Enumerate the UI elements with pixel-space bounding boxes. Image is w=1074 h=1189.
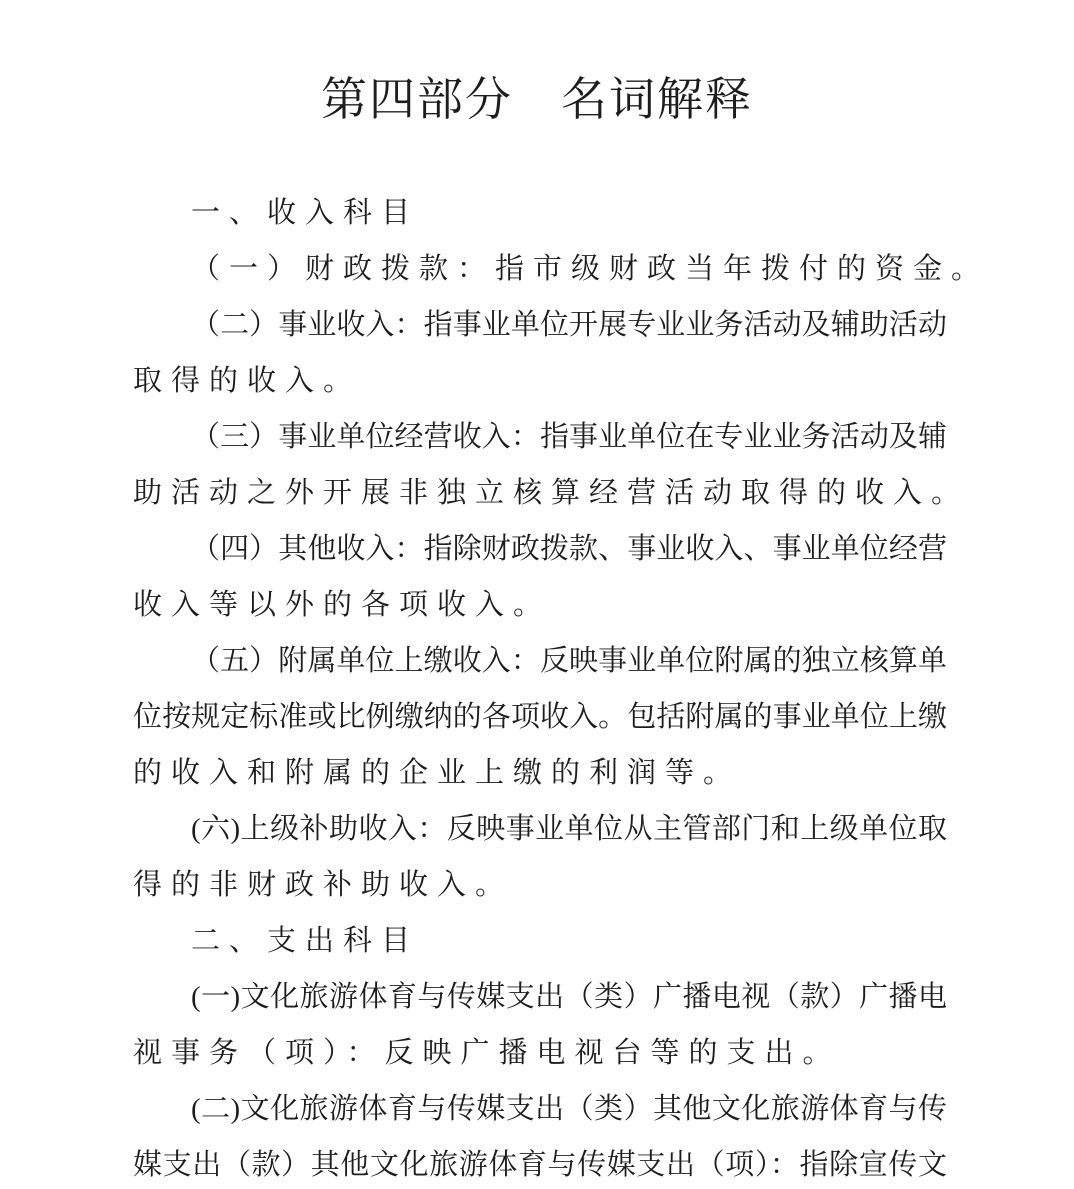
line-expenditure-broadcast-tv-1: (一)文化旅游体育与传媒支出（类）广播电视（款）广播电 [191, 981, 947, 1013]
section-heading-expenditure: 二、支出科目 [191, 925, 420, 957]
line-expenditure-other-culture-2: 媒支出（款）其他文化旅游体育与传媒支出（项）：指除宣传文 [133, 1149, 947, 1181]
line-fiscal-appropriation: （一）财政拨款：指市级财政当年拨付的资金。 [191, 253, 990, 285]
line-subsidiary-remittance-1: （五）附属单位上缴收入：反映事业单位附属的独立核算单 [191, 645, 947, 677]
line-business-operating-income-1: （三）事业单位经营收入：指事业单位在专业业务活动及辅 [191, 421, 947, 453]
document-title: 第四部分 名词解释 [321, 74, 753, 125]
document-body [133, 185, 990, 1189]
line-superior-subsidy-2: 得的非财政补助收入。 [133, 869, 514, 901]
section-heading-income: 一、收入科目 [191, 197, 420, 229]
line-superior-subsidy-1: (六)上级补助收入：反映事业单位从主管部门和上级单位取 [191, 813, 947, 845]
line-business-operating-income-2: 助活动之外开展非独立核算经营活动取得的收入。 [133, 477, 970, 509]
line-subsidiary-remittance-2: 位按规定标准或比例缴纳的各项收入。包括附属的事业单位上缴 [133, 701, 947, 733]
line-expenditure-other-culture-1: (二)文化旅游体育与传媒支出（类）其他文化旅游体育与传 [191, 1093, 947, 1125]
line-operating-income-2: 取得的收入。 [133, 365, 362, 397]
line-operating-income-1: （二）事业收入：指事业单位开展专业业务活动及辅助活动 [191, 309, 947, 341]
line-other-income-1: （四）其他收入：指除财政拨款、事业收入、事业单位经营 [191, 533, 947, 565]
line-subsidiary-remittance-3: 的收入和附属的企业上缴的利润等。 [133, 757, 742, 789]
line-other-income-2: 收入等以外的各项收入。 [133, 589, 552, 621]
line-expenditure-broadcast-tv-2: 视事务（项）：反映广播电视台等的支出。 [133, 1037, 841, 1069]
